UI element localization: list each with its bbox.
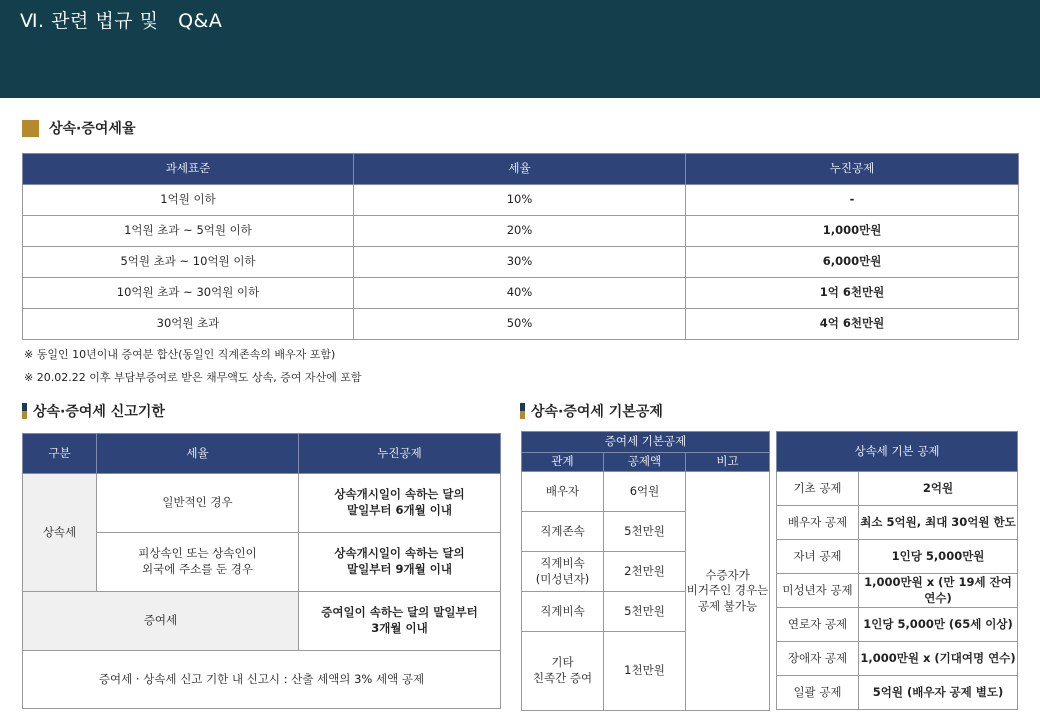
column-header: 구분 [23, 434, 97, 474]
table-row [777, 472, 1018, 506]
rate-cell: 40% [354, 278, 686, 309]
section-deadline-heading [22, 401, 165, 421]
table-row [777, 642, 1018, 676]
amount-cell: 1천만원 [604, 632, 686, 711]
table-header-row [23, 434, 501, 474]
deduction-amount-cell: 최소 5억원, 최대 30억원 한도 [859, 506, 1018, 540]
section-bullet-icon [520, 403, 525, 419]
section-deduction-heading [520, 401, 663, 421]
deduction-type-cell: 연로자 공제 [777, 608, 859, 642]
inheritance-tax-label: 상속세 [23, 474, 97, 592]
deduction-type-cell: 자녀 공제 [777, 540, 859, 574]
remark-cell: 수증자가 비거주인 경우는 공제 불가능 [686, 472, 770, 711]
tax-base-cell: 1억원 이하 [23, 185, 354, 216]
gift-deduction-table [521, 431, 770, 711]
deduction-type-cell: 장애자 공제 [777, 642, 859, 676]
table-header-row [522, 453, 770, 472]
table-row [777, 506, 1018, 540]
deadline-cell: 상속개시일이 속하는 달의 말일부터 6개월 이내 [299, 474, 501, 533]
square-bullet-icon [22, 120, 39, 137]
deduction-amount-cell: 2억원 [859, 472, 1018, 506]
table-header-row [23, 154, 1019, 185]
column-header: 누진공제 [299, 434, 501, 474]
table-row [23, 309, 1019, 340]
rate-cell: 10% [354, 185, 686, 216]
deadline-cell: 상속개시일이 속하는 달의 말일부터 9개월 이내 [299, 533, 501, 592]
table-title: 증여세 기본공제 [522, 432, 770, 453]
table-header-row [522, 432, 770, 453]
case-cell: 일반적인 경우 [97, 474, 299, 533]
rate-cell: 20% [354, 216, 686, 247]
deadline-cell: 증여일이 속하는 달의 말일부터 3개월 이내 [299, 592, 501, 651]
filing-credit-note: 증여세 · 상속세 신고 기한 내 신고시 : 산출 세액의 3% 세액 공제 [23, 651, 501, 709]
case-cell: 피상속인 또는 상속인이 외국에 주소를 둔 경우 [97, 533, 299, 592]
amount-cell: 6억원 [604, 472, 686, 512]
page-title: Ⅵ. 관련 법규 및 Q&A [20, 10, 223, 32]
deduction-type-cell: 기초 공제 [777, 472, 859, 506]
inheritance-deduction-table [776, 431, 1018, 710]
deduction-amount-cell: 1인당 5,000만 (65세 이상) [859, 608, 1018, 642]
column-header: 공제액 [604, 453, 686, 472]
column-header: 세율 [97, 434, 299, 474]
deduction-type-cell: 일괄 공제 [777, 676, 859, 710]
tax-base-cell: 30억원 초과 [23, 309, 354, 340]
column-header: 누진공제 [686, 154, 1019, 185]
relation-cell: 직계비속 (미성년자) [522, 552, 604, 592]
header-banner [0, 0, 1040, 98]
relation-cell: 배우자 [522, 472, 604, 512]
table-row [777, 574, 1018, 608]
footnote: ※ 20.02.22 이후 부담부증여로 받은 채무액도 상속, 증여 자산에 포함 [24, 371, 362, 384]
deduction-cell: 6,000만원 [686, 247, 1019, 278]
relation-cell: 기타 친족간 증여 [522, 632, 604, 711]
relation-cell: 직계존속 [522, 512, 604, 552]
section-tax-rate-heading [22, 118, 135, 138]
table-row [23, 474, 501, 533]
amount-cell: 2천만원 [604, 552, 686, 592]
column-header: 과세표준 [23, 154, 354, 185]
table-row [23, 216, 1019, 247]
table-row [23, 278, 1019, 309]
column-header: 비고 [686, 453, 770, 472]
table-row [777, 676, 1018, 710]
deduction-amount-cell: 1인당 5,000만원 [859, 540, 1018, 574]
footnote: ※ 동일인 10년이내 증여분 합산(동일인 직계존속의 배우자 포함) [24, 348, 336, 361]
deduction-amount-cell: 1,000만원 x (만 19세 잔여연수) [859, 574, 1018, 608]
relation-cell: 직계비속 [522, 592, 604, 632]
table-row [777, 608, 1018, 642]
tax-base-cell: 5억원 초과 ~ 10억원 이하 [23, 247, 354, 278]
table-header-row [777, 432, 1018, 472]
gift-tax-label: 증여세 [23, 592, 299, 651]
table-row [522, 472, 770, 512]
table-row [23, 247, 1019, 278]
table-row [23, 651, 501, 709]
deduction-cell: 1억 6천만원 [686, 278, 1019, 309]
deduction-type-cell: 미성년자 공제 [777, 574, 859, 608]
deduction-amount-cell: 1,000만원 x (기대여명 연수) [859, 642, 1018, 676]
tax-base-cell: 1억원 초과 ~ 5억원 이하 [23, 216, 354, 247]
deduction-cell: - [686, 185, 1019, 216]
section-title: 상속·증여세 기본공제 [531, 404, 663, 420]
rate-cell: 50% [354, 309, 686, 340]
deadline-table [22, 433, 501, 709]
section-title: 상속·증여세 신고기한 [33, 404, 165, 420]
table-row [23, 592, 501, 651]
table-row [777, 540, 1018, 574]
rate-cell: 30% [354, 247, 686, 278]
column-header: 관계 [522, 453, 604, 472]
column-header: 세율 [354, 154, 686, 185]
deduction-cell: 4억 6천만원 [686, 309, 1019, 340]
amount-cell: 5천만원 [604, 512, 686, 552]
section-bullet-icon [22, 403, 27, 419]
table-title: 상속세 기본 공제 [777, 432, 1018, 472]
deduction-type-cell: 배우자 공제 [777, 506, 859, 540]
tax-rate-table [22, 153, 1019, 340]
deduction-amount-cell: 5억원 (배우자 공제 별도) [859, 676, 1018, 710]
deduction-cell: 1,000만원 [686, 216, 1019, 247]
section-title: 상속·증여세율 [49, 121, 136, 137]
table-row [23, 185, 1019, 216]
amount-cell: 5천만원 [604, 592, 686, 632]
tax-base-cell: 10억원 초과 ~ 30억원 이하 [23, 278, 354, 309]
